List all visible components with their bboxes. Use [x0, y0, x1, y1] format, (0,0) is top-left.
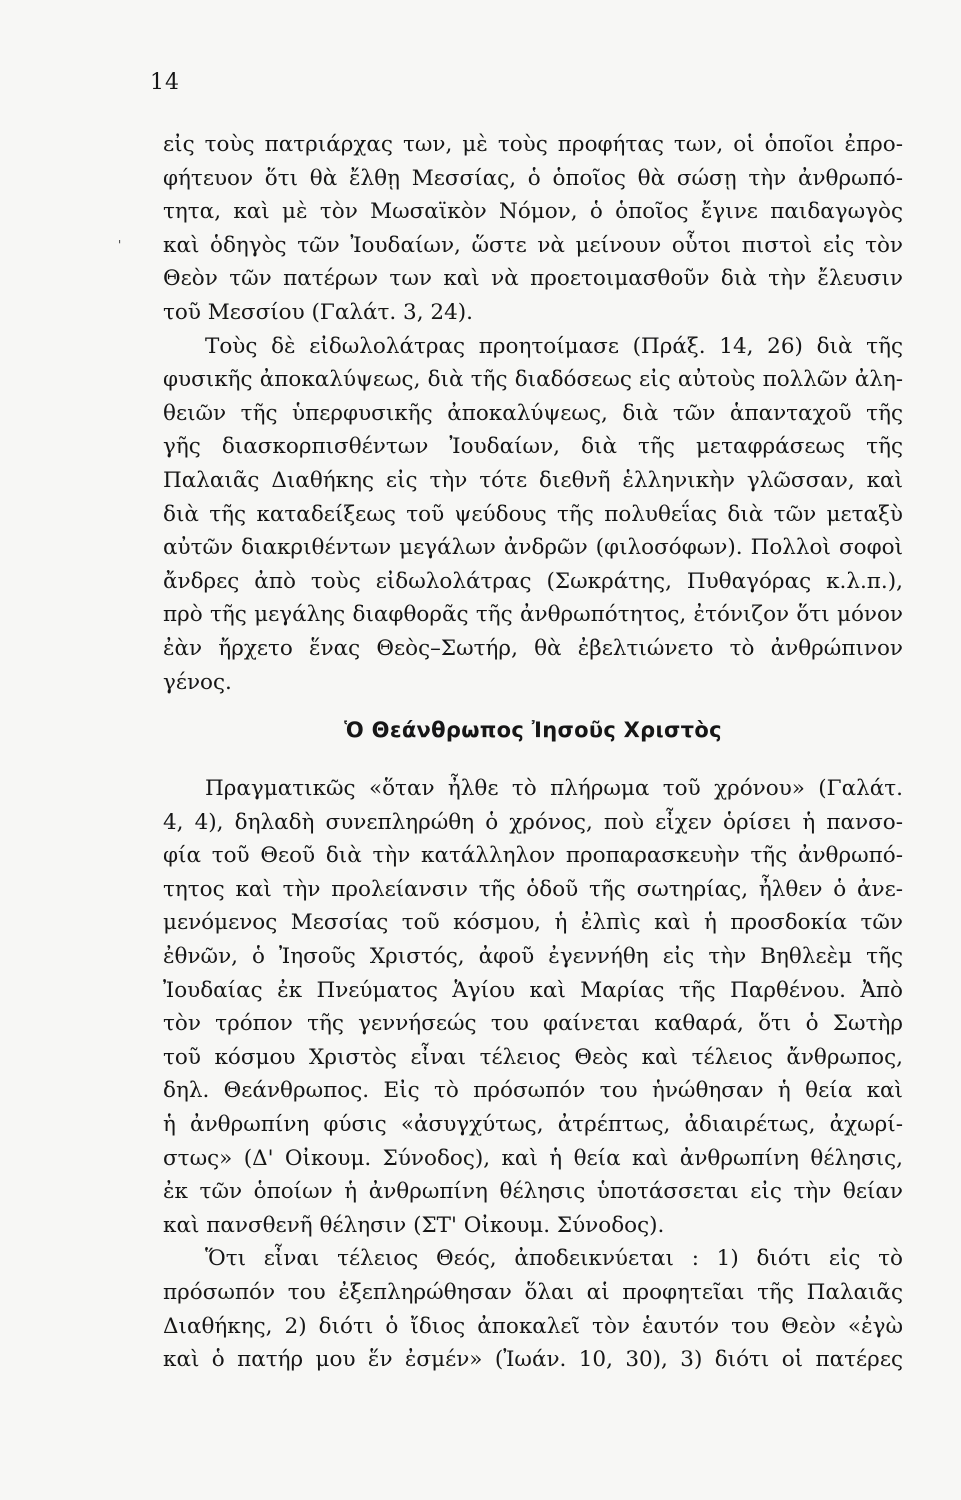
text-line: Τοὺς δὲ εἰδωλολάτρας προητοίμασε (Πράξ. 14, 26) διὰ τῆς — [205, 333, 903, 359]
text-line: ἐὰν ἤρχετο ἕνας Θεὸς–Σωτήρ, θὰ ἐβελτιώνετο τὸ ἀνθρώπινον — [163, 635, 903, 661]
text-line: Ὅτι εἶναι τέλειος Θεός, ἀποδεικνύεται : 1) διότι εἰς τὸ — [205, 1246, 903, 1272]
text-line: φυσικῆς ἀποκαλύψεως, διὰ τῆς διαδόσεως εἰς αὐτοὺς πολλῶν ἀλη- — [163, 367, 903, 393]
text-line: φία τοῦ Θεοῦ διὰ τὴν κατάλληλον προπαρασκευὴν τῆς ἀνθρωπό- — [163, 843, 903, 869]
section-heading: Ὁ Θεάνθρωπος Ἰησοῦς Χριστὸς — [344, 718, 722, 742]
text-line: μενόμενος Μεσσίας τοῦ κόσμου, ἡ ἐλπὶς καὶ ἡ προσδοκία τῶν — [163, 910, 903, 936]
text-line: καὶ πανσθενῆ θέλησιν (ΣΤ' Οἰκουμ. Σύνοδος). — [163, 1212, 665, 1238]
text-line: 4, 4), δηλαδὴ συνεπληρώθη ὁ χρόνος, ποὺ εἶχεν ὁρίσει ἡ πανσο- — [163, 809, 903, 835]
text-line: στως» (Δ' Οἰκουμ. Σύνοδος), καὶ ἡ θεία καὶ ἀνθρωπίνη θέλησις, — [163, 1145, 903, 1171]
text-line: τητα, καὶ μὲ τὸν Μωσαϊκὸν Νόμον, ὁ ὁποῖος ἔγινε παιδαγωγὸς — [163, 199, 903, 225]
text-line: Ἰουδαίας ἐκ Πνεύματος Ἁγίου καὶ Μαρίας τῆς Παρθένου. Ἀπὸ — [163, 977, 903, 1003]
page-number: 14 — [150, 70, 180, 95]
text-line: τὸν τρόπον τῆς γεννήσεώς του φαίνεται καθαρά, ὅτι ὁ Σωτὴρ — [163, 1011, 903, 1037]
paragraph-block-section — [163, 772, 903, 1377]
text-line: ἡ ἀνθρωπίνη φύσις «ἀσυγχύτως, ἀτρέπτως, ἀδιαιρέτως, ἀχωρί- — [163, 1111, 903, 1137]
text-line: φήτευον ὅτι θὰ ἔλθῃ Μεσσίας, ὁ ὁποῖος θὰ σώσῃ τὴν ἀνθρωπό- — [163, 165, 903, 191]
text-line: γένος. — [163, 669, 232, 695]
text-line: γῆς διασκορπισθέντων Ἰουδαίων, διὰ τῆς μεταφράσεως τῆς — [163, 434, 903, 460]
text-line: Θεὸν τῶν πατέρων των καὶ νὰ προετοιμασθοῦν διὰ τὴν ἔλευσιν — [163, 266, 903, 292]
margin-mark: ' — [118, 238, 122, 252]
text-line: δηλ. Θεάνθρωπος. Εἰς τὸ πρόσωπόν του ἡνώθησαν ἡ θεία καὶ — [163, 1078, 903, 1104]
text-line: τοῦ Μεσσίου (Γαλάτ. 3, 24). — [163, 299, 473, 325]
text-line: ἐκ τῶν ὁποίων ἡ ἀνθρωπίνη θέλησις ὑποτάσσεται εἰς τὴν θείαν — [163, 1179, 903, 1205]
text-line: διὰ τῆς καταδείξεως τοῦ ψεύδους τῆς πολυθεΐας διὰ τῶν μεταξὺ — [163, 501, 903, 527]
text-line: τοῦ κόσμου Χριστὸς εἶναι τέλειος Θεὸς καὶ τέλειος ἄνθρωπος, — [163, 1044, 903, 1070]
text-line: πρὸ τῆς μεγάλης διαφθορᾶς τῆς ἀνθρωπότητος, ἐτόνιζον ὅτι μόνον — [163, 602, 903, 628]
text-line: ἄνδρες ἀπὸ τοὺς εἰδωλολάτρας (Σωκράτης, Πυθαγόρας κ.λ.π.), — [163, 568, 903, 594]
text-line: Πραγματικῶς «ὅταν ἦλθε τὸ πλήρωμα τοῦ χρόνου» (Γαλάτ. — [205, 776, 903, 801]
text-line: θειῶν τῆς ὑπερφυσικῆς ἀποκαλύψεως, διὰ τῶν ἁπανταχοῦ τῆς — [163, 400, 903, 426]
text-line: Παλαιᾶς Διαθήκης εἰς τὴν τότε διεθνῆ ἑλληνικὴν γλῶσσαν, καὶ — [163, 467, 903, 493]
text-line: εἰς τοὺς πατριάρχας των, μὲ τοὺς προφήτας των, οἱ ὁποῖοι ἐπρο- — [163, 132, 903, 157]
text-line: τητος καὶ τὴν προλείανσιν τῆς ὁδοῦ τῆς σωτηρίας, ἦλθεν ὁ ἀνε- — [163, 876, 903, 902]
text-line: πρόσωπόν του ἐξεπληρώθησαν ὅλαι αἱ προφητεῖαι τῆς Παλαιᾶς — [163, 1279, 903, 1305]
paragraph-block-intro — [163, 128, 903, 699]
text-line: ἐθνῶν, ὁ Ἰησοῦς Χριστός, ἀφοῦ ἐγεννήθη εἰς τὴν Βηθλεὲμ τῆς — [163, 943, 903, 969]
text-line: αὐτῶν διακριθέντων μεγάλων ἀνδρῶν (φιλοσόφων). Πολλοὶ σοφοὶ — [163, 535, 903, 561]
text-line: καὶ ὁ πατήρ μου ἕν ἐσμέν» (Ἰωάν. 10, 30), 3) διότι οἱ πατέρες — [163, 1347, 903, 1373]
text-line: Διαθήκης, 2) διότι ὁ ἴδιος ἀποκαλεῖ τὸν ἑαυτόν του Θεὸν «ἐγὼ — [163, 1313, 903, 1339]
text-line: καὶ ὁδηγὸς τῶν Ἰουδαίων, ὥστε νὰ μείνουν οὗτοι πιστοὶ εἰς τὸν — [163, 232, 903, 258]
